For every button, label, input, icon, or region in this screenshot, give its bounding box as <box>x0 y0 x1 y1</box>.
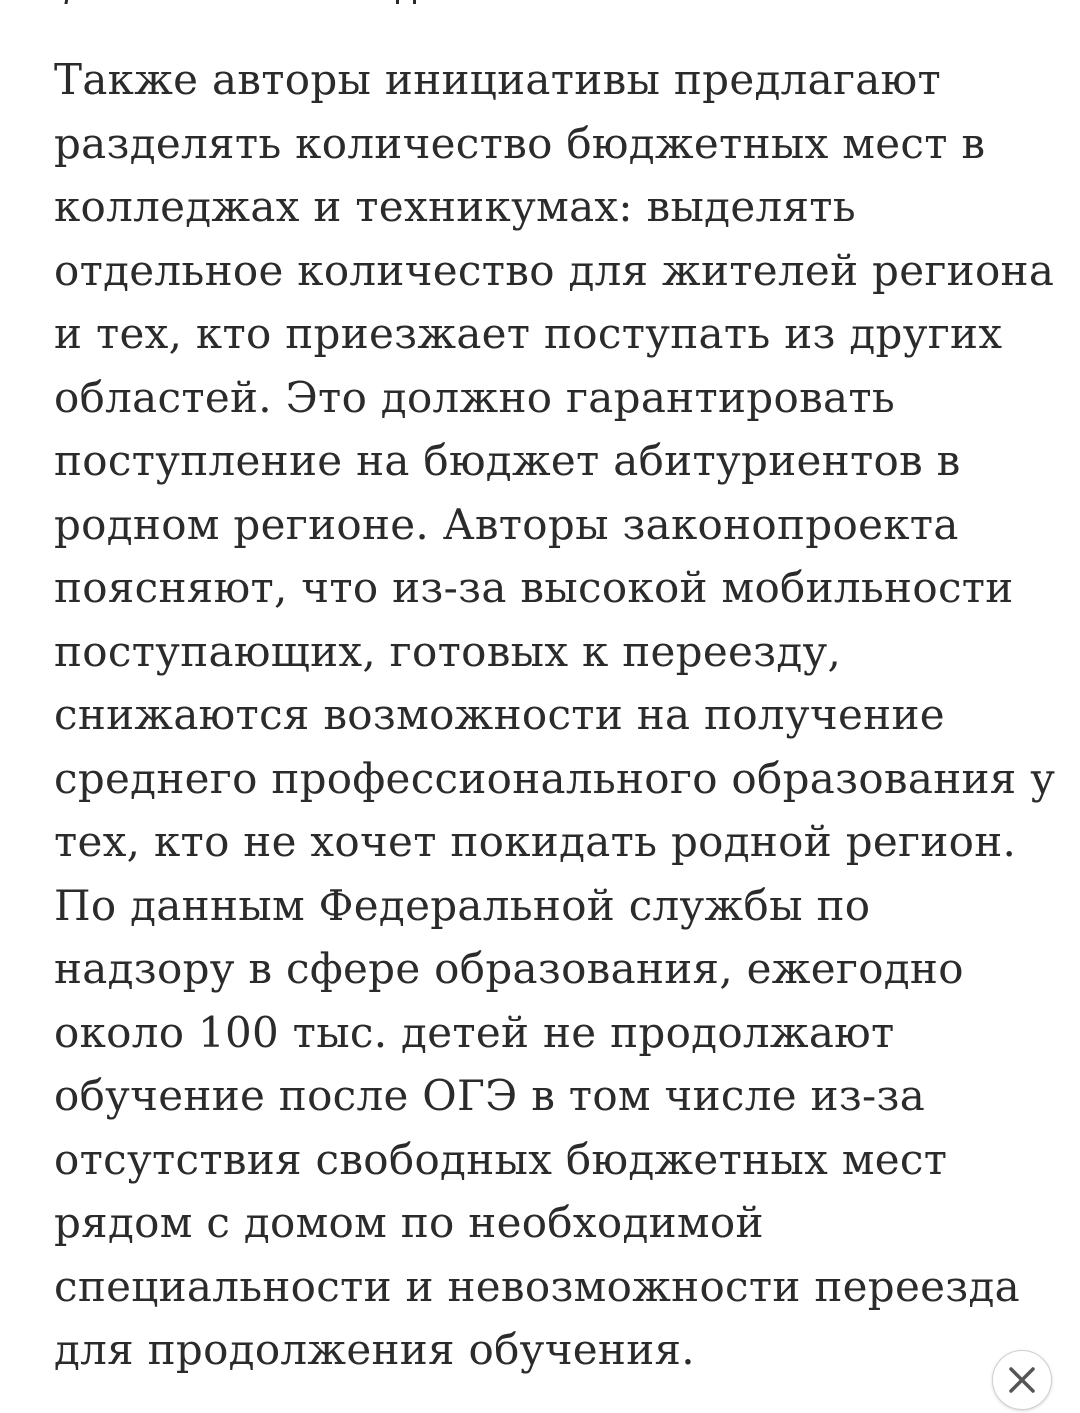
article-line: поступающих, готовых к переезду, <box>54 626 842 676</box>
article-line: поясняют, что из-за высокой мобильности <box>54 563 1014 612</box>
article-line: поступление на бюджет абитуриентов в <box>54 436 961 485</box>
article-line: отсутствия свободных бюджетных мест <box>54 1134 948 1184</box>
article-line: около 100 тыс. детей не продолжают <box>54 1007 895 1057</box>
article-line: областей. Это должно гарантировать <box>54 372 896 422</box>
article-line: колледжах и техникумах: выделять <box>54 182 856 231</box>
clipped-glyph <box>54 0 71 4</box>
article-line: для продолжения обучения. <box>54 1325 695 1374</box>
clipped-previous-line <box>54 0 654 4</box>
article-line: среднего профессионального образования у <box>54 753 1056 803</box>
article-line: Также авторы инициативы предлагают <box>54 55 942 104</box>
article-line: снижаются возможности на получение <box>54 690 945 739</box>
article-line: надзору в сфере образования, ежегодно <box>54 944 964 993</box>
article-line: рядом с домом по необходимой <box>54 1198 764 1247</box>
close-button[interactable] <box>992 1350 1052 1410</box>
article-paragraph <box>54 48 1056 1382</box>
article-line: и тех, кто приезжает поступать из других <box>54 309 1003 358</box>
article-line: разделять количество бюджетных мест в <box>54 118 986 168</box>
article-line: тех, кто не хочет покидать родной регион. <box>54 817 1017 866</box>
clipped-glyph <box>396 0 416 4</box>
close-icon <box>1006 1364 1038 1396</box>
article-line: обучение после ОГЭ в том числе из-за <box>54 1071 926 1120</box>
article-line: По данным Федеральной службы по <box>54 880 871 930</box>
article-line: отдельное количество для жителей региона <box>54 245 1055 295</box>
article-line: специальности и невозможности переезда <box>54 1261 1020 1311</box>
article-line: родном регионе. Авторы законопроекта <box>54 499 959 549</box>
